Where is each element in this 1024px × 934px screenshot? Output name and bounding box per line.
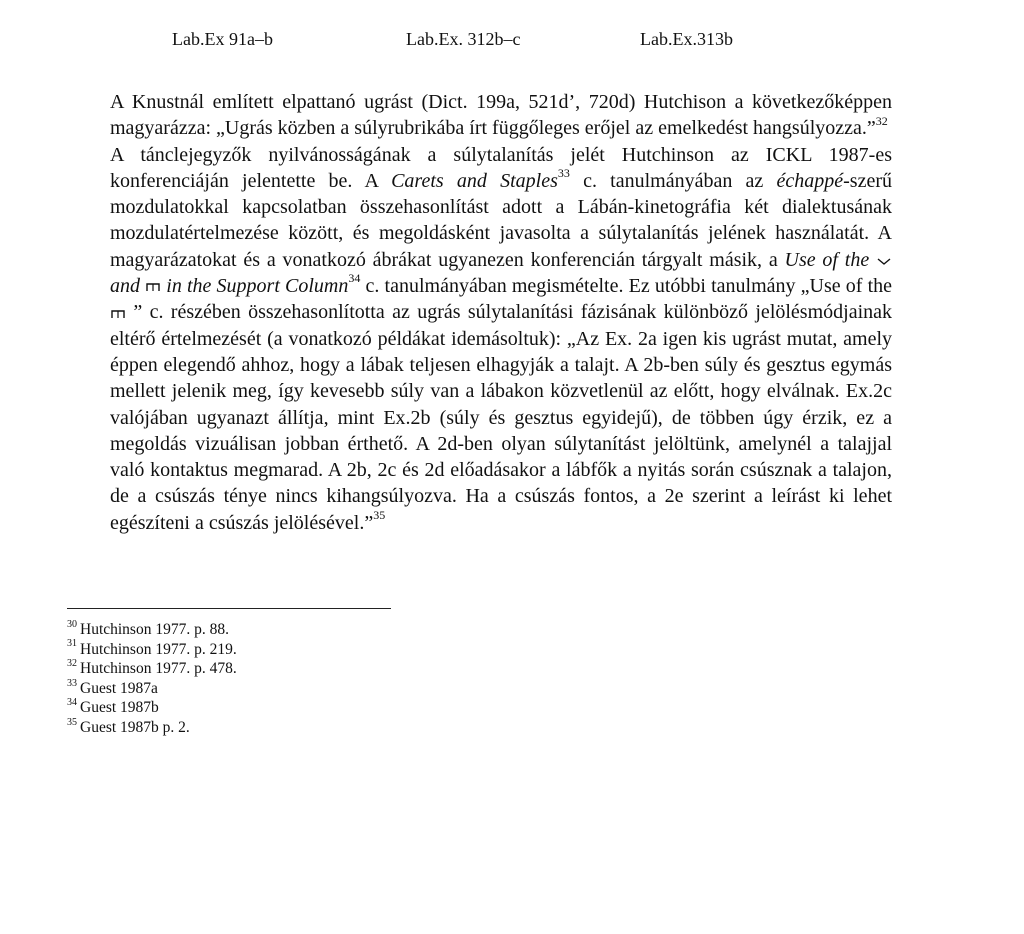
text-run: ” c. részében összehasonlította az ugrás súlytalanítási fázisának különböző jelölésmódjainak eltérő értelmezését (a vonatkozó példákat idemásoltuk): „Az Ex. 2a igen kis ugrást mutat, amely éppen elegendő ahhoz, hogy a lábak teljesen elhagyják a talajt. A 2b-ben súly és gesztus egymás mellett jelenik meg, így kevesebb súly van a lábakon közvetlenül az előtt, hogy elválnak. Ex.2c valójában ugyanazt állítja, mint Ex.2b (súly és gesztus egyidejű), de többen úgy érzik, ez a megoldás vizuálisan jobban érthető. A 2d-ben olyan súlytanítást jelöltünk, amelynél a talajjal való kontaktus megmarad. A 2b, 2c és 2d előadásakor a lábfők a nyitás során csúsznak a talajon, de a csúszás ténye nincs kihangsúlyozva. Ha a csúszás fontos, a 2e szerint a leírást ki lehet egészíteni a csúszás jelölésével.” — [110, 301, 893, 534]
footnote-text: Guest 1987a — [80, 679, 158, 697]
paragraph — [110, 142, 892, 536]
staple-symbol-icon — [110, 308, 126, 320]
footnote-text: Guest 1987b — [80, 699, 159, 717]
title-support-column: in the Support Column — [166, 275, 349, 298]
text-run: -szerű mozdulatokkal kapcsolatban összehasonlítást adott a Lábán-kinetográfia két dialektusának mozdulatértelmezése között, és megoldásként javasolta a súlytalanítás jelének használatát. A magyarázatokat és a vonatkozó ábrákat ugyanezen konferencián tárgyalt másik, a — [110, 169, 892, 271]
header-label: Lab.Ex. 312b–c — [406, 29, 521, 49]
footnote-text: Guest 1987b p. 2. — [80, 718, 190, 736]
footnote-number: 30 — [67, 618, 77, 630]
footnote-ref: 33 — [557, 166, 570, 181]
footnote-text: Hutchinson 1977. p. 478. — [80, 660, 237, 678]
footnote-item — [67, 718, 567, 738]
footnote-item — [67, 659, 567, 679]
header-label: Lab.Ex.313b — [640, 29, 733, 49]
text-run: c. tanulmányában az — [569, 169, 777, 192]
header-labels — [0, 29, 1024, 53]
body-text — [110, 89, 892, 536]
footnote-ref: 35 — [373, 508, 386, 523]
footnote-ref: 34 — [348, 271, 361, 286]
paragraph — [110, 89, 892, 142]
footnote-ref: 32 — [875, 113, 888, 128]
title-and: and — [110, 275, 140, 298]
title-use-of-the: Use of the — [784, 248, 870, 271]
footnote-number: 31 — [67, 638, 77, 650]
footnote-item — [67, 640, 567, 660]
term-echappe: échappé — [776, 169, 844, 192]
footnote-number: 34 — [67, 697, 77, 709]
footnote-divider — [67, 608, 391, 609]
text-run: A tánclejegyzők nyilvánosságának a súlytalanítás jelét Hutchinson az ICKL 1987-es konferenciáján jelentette be. A — [110, 143, 892, 192]
footnote-number: 35 — [67, 716, 77, 728]
footnote-number: 33 — [67, 677, 77, 689]
footnote-item — [67, 679, 567, 699]
footnote-text: Hutchinson 1977. p. 219. — [80, 640, 237, 658]
footnote-number: 32 — [67, 658, 77, 670]
text-run: c. tanulmányában megismételte. Ez utóbbi tanulmány „Use of the — [360, 275, 893, 298]
header-label: Lab.Ex 91a–b — [172, 29, 273, 49]
caret-symbol-icon — [876, 255, 892, 267]
staple-symbol-icon — [145, 281, 161, 293]
title-carets-and-staples: Carets and Staples — [391, 169, 558, 192]
footnote-text: Hutchinson 1977. p. 88. — [80, 621, 229, 638]
footnote-item — [67, 620, 567, 640]
footnote-item — [67, 698, 567, 718]
footnotes — [67, 620, 567, 738]
paragraph-text: A Knustnál említett elpattanó ugrást (Dict. 199a, 521d’, 720d) Hutchison a következőképpen magyarázza: „Ugrás közben a súlyrubrikába írt függőleges erőjel az emelkedést hangsúlyozza.” — [110, 91, 892, 140]
